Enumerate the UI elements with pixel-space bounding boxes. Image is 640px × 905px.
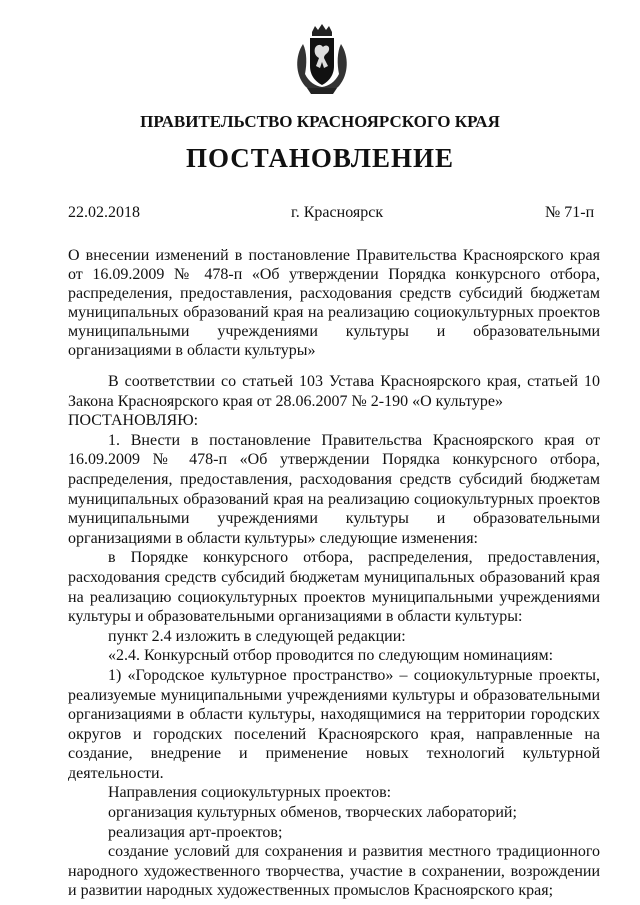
document-subject: О внесении изменений в постановление Правительства Красноярского края от 16.09.2009 № 478-п «Об утверждении Порядка конкурсного отбора, распределения, предоставления, расходования средств субсидий бюджетам муниципальных образований края на реализацию социокультурных проектов муниципальными учреждениями культуры и образовательными организациями в области культуры» xyxy=(68,247,600,359)
coat-of-arms-icon xyxy=(293,22,351,98)
paragraph-nomination-1: 1) «Городское культурное пространство» – социокультурные проекты, реализуемые муниципальными учреждениями культуры и образовательными организациями в области культуры, находящимися на территории городских округов и городских поселений Красноярского края, направленные на создание, внедрение и применение новых технологий культурной деятельности. xyxy=(68,666,600,782)
paragraph-direction-1: организация культурных обменов, творческих лабораторий; xyxy=(108,804,517,822)
paragraph-clause-2-4: пункт 2.4 изложить в следующей редакции: xyxy=(108,627,406,645)
document-city: г. Красноярск xyxy=(291,204,384,221)
paragraph-nominations: «2.4. Конкурсный отбор проводится по следующим номинациям: xyxy=(108,647,554,665)
paragraph-procedure: в Порядке конкурсного отбора, распределения, предоставления, расходования средств субсидий бюджетам муниципальных образований края на реализацию социокультурных проектов муниципальными учреждениями культуры и образовательными организациями в области культуры: xyxy=(68,549,600,626)
paragraph-item-1: 1. Внести в постановление Правительства Красноярского края от 16.09.2009 № 478-п «Об утверждении Порядка конкурсного отбора, распределения, предоставления, расходования средств субсидий бюджетам муниципальных образований края на реализацию социокультурных проектов муниципальными учреждениями культуры и образовательными организациями в области культуры» следующие изменения: xyxy=(68,431,600,547)
paragraph-resolve: ПОСТАНОВЛЯЮ: xyxy=(68,412,199,430)
document-title: ПОСТАНОВЛЕНИЕ xyxy=(185,143,455,173)
document-number: № 71-п xyxy=(545,204,595,221)
paragraph-preamble: В соответствии со статьей 103 Устава Красноярского края, статьей 10 Закона Красноярского края от 28.06.2007 № 2-190 «О культуре» xyxy=(68,373,600,410)
document-body xyxy=(68,372,600,901)
government-name: ПРАВИТЕЛЬСТВО КРАСНОЯРСКОГО КРАЯ xyxy=(140,112,500,131)
paragraph-directions: Направления социокультурных проектов: xyxy=(108,784,392,802)
document-date: 22.02.2018 xyxy=(68,204,140,221)
paragraph-direction-2: реализация арт-проектов; xyxy=(108,823,283,841)
paragraph-direction-3: создание условий для сохранения и развития местного традиционного народного художественного творчества, участие в сохранении, возрождении и развитии народных художественных промыслов Красноярского края; xyxy=(68,843,600,900)
